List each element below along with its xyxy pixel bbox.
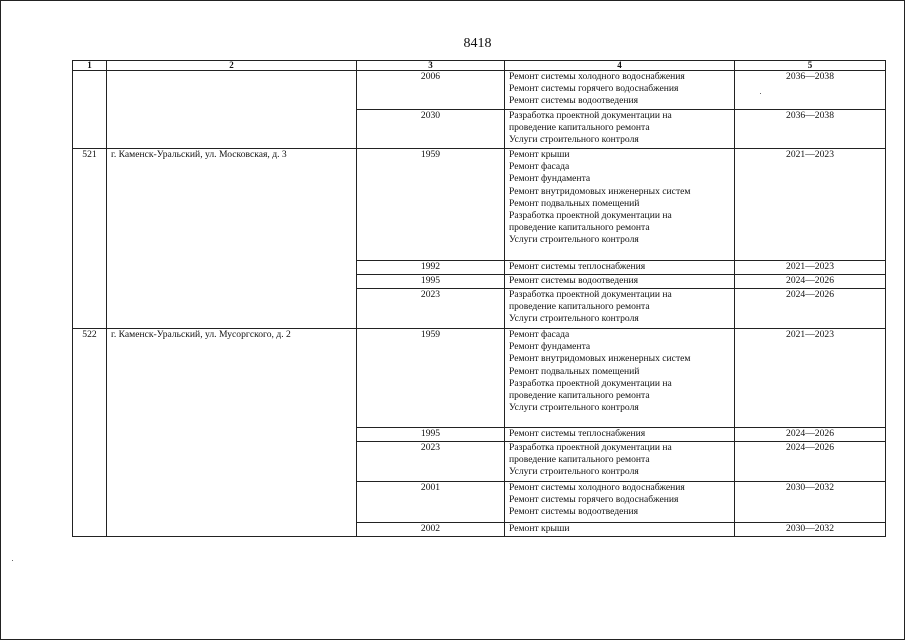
year-cell: 1995 <box>357 428 505 442</box>
period-cell: 2021—2023 <box>735 261 886 275</box>
work-item: Ремонт системы горячего водоснабжения <box>509 83 679 95</box>
work-item: Ремонт системы водоотведения <box>509 275 639 286</box>
year-cell: 2001 <box>357 482 505 523</box>
work-item: Ремонт крыши <box>509 523 570 534</box>
year-cell: 2023 <box>357 442 505 482</box>
col-header-4: 4 <box>505 61 735 71</box>
page-number: 8418 <box>463 36 492 51</box>
work-item: Ремонт системы водоотведения <box>509 506 639 518</box>
period-cell: 2024—2026 <box>735 442 886 482</box>
period-cell: 2021—2023 <box>735 149 886 261</box>
work-item: Ремонт внутридомовых инженерных систем <box>509 185 691 197</box>
work-item: Разработка проектной документации на <box>509 110 672 121</box>
work-item: Ремонт системы водоотведения <box>509 95 639 107</box>
work-item: Ремонт системы горячего водоснабжения <box>509 494 679 506</box>
work-item: Услуги строительного контроля <box>509 313 639 325</box>
building-address: г. Каменск-Уральский, ул. Московская, д. 3 <box>107 149 357 329</box>
entry-number: 522 <box>73 329 107 537</box>
work-item: проведение капитального ремонта <box>509 301 650 313</box>
period-cell: 2024—2026 <box>735 289 886 329</box>
works-cell <box>505 442 735 482</box>
works-cell <box>505 329 735 428</box>
works-cell <box>505 71 735 110</box>
work-item: проведение капитального ремонта <box>509 222 650 234</box>
year-cell: 1959 <box>357 329 505 428</box>
work-item: Ремонт системы холодного водоснабжения <box>509 71 685 82</box>
table-row <box>73 149 886 261</box>
work-item: Разработка проектной документации на <box>509 377 672 389</box>
period-cell: 2036—2038 <box>735 71 886 110</box>
col-header-2: 2 <box>107 61 357 71</box>
work-item: проведение капитального ремонта <box>509 390 650 402</box>
period-cell: 2030—2032 <box>735 523 886 537</box>
work-item: Ремонт внутридомовых инженерных систем <box>509 353 691 365</box>
work-item: Ремонт системы холодного водоснабжения <box>509 482 685 493</box>
period-cell: 2030—2032 <box>735 482 886 523</box>
works-cell <box>505 482 735 523</box>
year-cell: 2006 <box>357 71 505 110</box>
entry-number: 521 <box>73 149 107 329</box>
work-item: Ремонт крыши <box>509 149 570 160</box>
work-item: Ремонт фундамента <box>509 173 591 185</box>
works-cell <box>505 428 735 442</box>
work-item: Ремонт системы теплоснабжения <box>509 261 646 272</box>
year-cell: 1992 <box>357 261 505 275</box>
year-cell: 2002 <box>357 523 505 537</box>
year-cell: 2030 <box>357 110 505 149</box>
work-item: Разработка проектной документации на <box>509 442 672 453</box>
works-cell <box>505 289 735 329</box>
works-cell <box>505 149 735 261</box>
col-header-1: 1 <box>73 61 107 71</box>
work-item: Ремонт подвальных помещений <box>509 197 640 209</box>
year-cell: 1959 <box>357 149 505 261</box>
work-item: Услуги строительного контроля <box>509 402 639 414</box>
entry-number <box>73 71 107 149</box>
building-address: г. Каменск-Уральский, ул. Мусоргского, д. 2 <box>107 329 357 537</box>
scan-speck <box>760 93 761 94</box>
period-cell: 2036—2038 <box>735 110 886 149</box>
period-cell: 2021—2023 <box>735 329 886 428</box>
work-item: Разработка проектной документации на <box>509 289 672 300</box>
table-row <box>73 329 886 428</box>
period-cell: 2024—2026 <box>735 428 886 442</box>
works-cell <box>505 110 735 149</box>
register-table <box>72 60 886 537</box>
year-cell: 1995 <box>357 275 505 289</box>
works-cell <box>505 275 735 289</box>
works-cell <box>505 523 735 537</box>
table-row <box>73 71 886 110</box>
col-header-3: 3 <box>357 61 505 71</box>
building-address <box>107 71 357 149</box>
work-item: Ремонт подвальных помещений <box>509 365 640 377</box>
period-cell: 2024—2026 <box>735 275 886 289</box>
work-item: Ремонт фундамента <box>509 341 591 353</box>
work-item: проведение капитального ремонта <box>509 122 650 134</box>
work-item: проведение капитального ремонта <box>509 454 650 466</box>
header-row <box>73 61 886 71</box>
scan-speck <box>12 560 13 561</box>
work-item: Ремонт фасада <box>509 161 570 173</box>
register-body <box>73 71 886 537</box>
work-item: Ремонт системы теплоснабжения <box>509 428 646 439</box>
work-item: Услуги строительного контроля <box>509 466 639 478</box>
year-cell: 2023 <box>357 289 505 329</box>
work-item: Услуги строительного контроля <box>509 234 639 246</box>
work-item: Ремонт фасада <box>509 329 570 340</box>
work-item: Услуги строительного контроля <box>509 134 639 146</box>
work-item: Разработка проектной документации на <box>509 210 672 222</box>
col-header-5: 5 <box>735 61 886 71</box>
works-cell <box>505 261 735 275</box>
